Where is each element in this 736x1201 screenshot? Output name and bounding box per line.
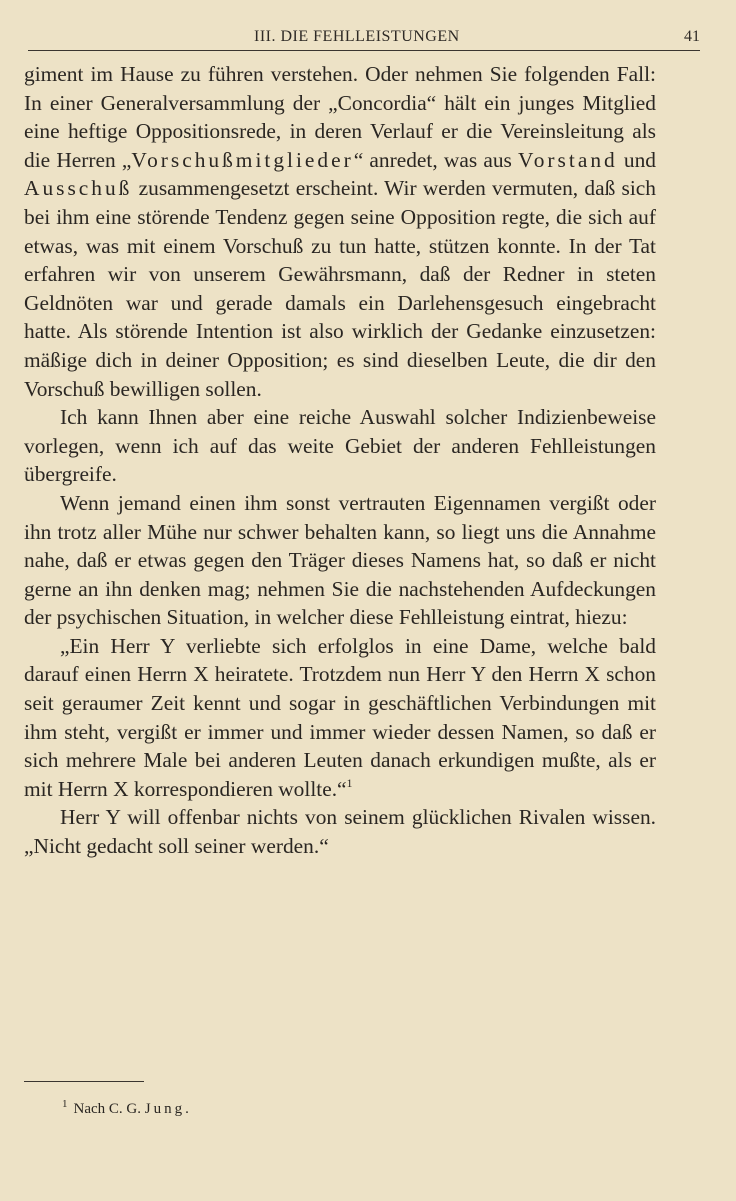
paragraph-text: giment im Hause zu führen verstehen. Oder nehmen Sie folgenden Fall: In einer Generalversammlung der „Concordia“ hält ein junges Mitglied eine heftige Oppositionsrede, in deren Verlauf er die Vereinsleitung als die Herren „ <box>24 62 656 172</box>
paragraph-text: „Ein Herr Y verliebte sich erfolglos in eine Dame, welche bald darauf einen Herrn X heiratete. Trotzdem nun Herr Y den Herrn X schon seit geraumer Zeit kennt und sogar in geschäftlichen Verbindungen mit ihm steht, vergißt er immer und immer wieder dessen Namen, so daß er sich mehrere Male bei anderen Leuten danach erkundigen mußte, als er mit Herrn X korrespondieren wollte.“ <box>24 633 656 801</box>
paragraph-text: und <box>617 147 656 172</box>
footnote <box>62 1099 189 1119</box>
header-rule <box>28 50 700 51</box>
paragraph-text: Herr Y will offenbar nichts von seinem glücklichen Rivalen wissen. „Nicht gedacht soll seiner werden.“ <box>24 805 656 859</box>
paragraph-text: zusammengesetzt erscheint. Wir werden vermuten, daß sich bei ihm eine störende Tendenz gegen seine Opposition regte, die sich auf etwas, was mit einem Vorschuß zu tun hatte, stützen konnte. In der Tat erfahren wir von unserem Gewährsmann, daß der Redner in steten Geldnöten war und gerade damals ein Darlehensgesuch eingebracht hatte. Als störende Intention ist also wirklich der Gedanke einzusetzen: mäßige dich in deiner Opposition; es sind dieselben Leute, die dir den Vorschuß bewilligen sollen. <box>24 176 656 401</box>
footnote-author: Jung <box>144 1101 186 1117</box>
paragraph-text: Wenn jemand einen ihm sonst vertrauten Eigennamen vergißt oder ihn trotz aller Mühe nur schwer behalten kann, so liegt uns die Annahme nahe, daß er etwas gegen den Träger dieses Namens hat, so daß er nicht gerne an ihn denken mag; nehmen Sie die nachstehenden Aufdeckungen der psychischen Situation, in welcher diese Fehlleistung eintrat, hiezu: <box>24 490 656 630</box>
paragraph <box>24 60 656 403</box>
paragraph <box>24 803 656 860</box>
running-title: III. DIE FEHLLEISTUNGEN <box>254 28 460 45</box>
footnote-marker: 1 <box>62 1098 68 1110</box>
paragraph <box>24 632 656 804</box>
spaced-text: Ausschuß <box>24 176 133 201</box>
footnote-reference: 1 <box>346 775 353 790</box>
paragraph-text: Ich kann Ihnen aber eine reiche Auswahl solcher Indizienbeweise vorlegen, wenn ich auf das weite Gebiet der anderen Fehlleistungen übergreife. <box>24 405 656 487</box>
body-text <box>24 60 656 861</box>
spaced-text: Vorschußmitglieder <box>131 147 354 172</box>
paragraph-text: “ anredet, was aus <box>353 147 519 172</box>
page-number: 41 <box>684 28 700 45</box>
spaced-text: Vorstand <box>518 147 618 172</box>
page-header <box>24 0 700 52</box>
footnote-suffix: . <box>185 1101 189 1117</box>
footnote-prefix: Nach C. G. <box>73 1101 145 1117</box>
paragraph <box>24 489 656 632</box>
footnote-rule <box>24 1081 144 1082</box>
paragraph <box>24 403 656 489</box>
